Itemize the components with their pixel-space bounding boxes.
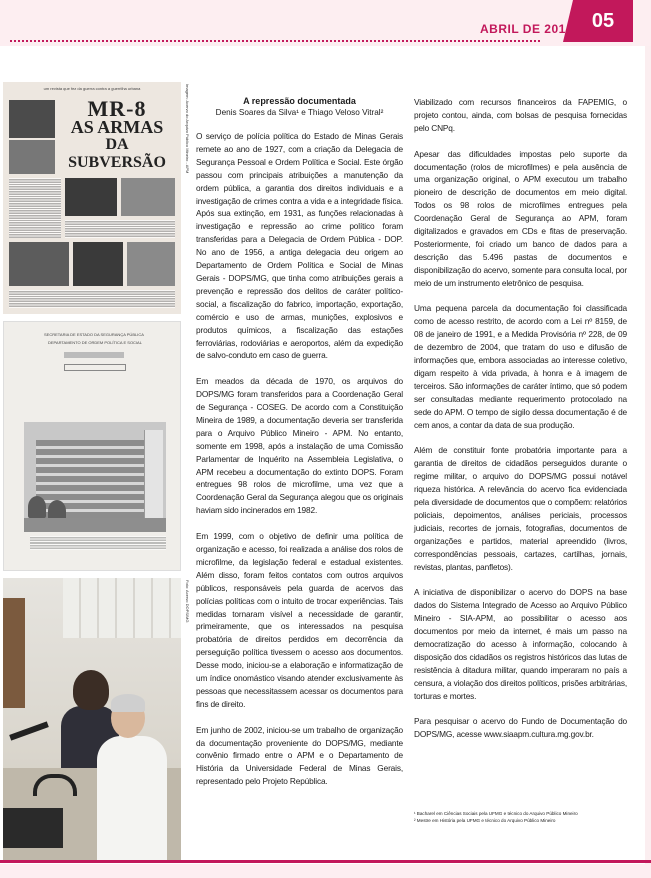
photo-credit-vertical: Imagem: Acervo do Arquivo Público Mineiro - APM: [185, 84, 190, 174]
person-man: [97, 736, 167, 860]
clipping-photo: [73, 242, 123, 286]
paragraph: Para pesquisar o acervo do Fundo de Documentação do DOPS/MG, acesse www.siaapm.cultura.mg.gov.br.: [414, 716, 627, 740]
article-title: A repressão documentada: [243, 96, 356, 106]
paragraph: Apesar das dificuldades impostas pelo suporte da documentação (rolos de microfilmes) e pela ausência de uma organização original, o APM executou um trabalho pioneiro de descrição de documentos em meio digital. Todos os 98 rolos de microfilmes entregues pela Coordenação Geral de Segurança ao APM, foram digitalizados e gravados em CDs e fitas de preservação. Posteriormente, foi criado um banco de dados para a descrição das 5.496 pastas de documentos e disponibilização do acervo, somente para consulta local, por meio de um instrumento eletrônico de pesquisa.: [414, 148, 627, 288]
paragraph: Além de constituir fonte probatória importante para a garantia de direitos de cidadãos perseguidos durante o regime militar, o arquivo do DOPS/MG possui notável riqueza histórica. A relevância do acervo fica evidenciada pela diversidade de documentos que o compõem: relatórios policiais, depoimentos, análises periciais, processos judiciais, recortes de jornais, fotografias, documentos de organizações e partidos, material apreendido (livros, correspondências pessoais, cartazes, cartilhas, jornais, revistas, plantas, panfletos).: [414, 445, 627, 572]
article-authors: Denis Soares da Silva¹ e Thiago Veloso Vitral²: [215, 108, 384, 117]
photo-research-room: [3, 578, 181, 860]
clipping-text: [9, 178, 61, 238]
footnote: ² Mestre em História pela UFMG e técnico do Arquivo Público Mineiro: [414, 818, 556, 823]
paragraph: Em 1999, com o objetivo de definir uma política de organização e acesso, foi realizada a análise dos rolos de microfilme, da legislação federal e estadual existentes. Além disso, foram feitos contatos com outros arquivos públicos, responsáveis pela guarda de acervos das polícias políticas com o intuito de trocar experiências. Tais medidas tornaram visível a necessidade de garantir, primeiramente, que os interessados na pesquisa probatória de direitos perdidos em decorrência da perseguição política tivessem o acesso aos documentos. Desse modo, iniciou-se a elaboração e informatização de um índice onomástico visando atender exclusivamente às pessoas que necessitassem acessar os documentos para fins de direito.: [196, 531, 403, 709]
paragraph: Viabilizado com recursos financeiros da FAPEMIG, o projeto contou, ainda, com bolsas de pesquisa fornecidas pelo CNPq.: [414, 97, 627, 133]
photo-magazine-clipping: [3, 82, 181, 314]
document-stamp: [64, 352, 124, 358]
clipping-photo: [127, 242, 175, 286]
person-man-hair: [111, 694, 145, 712]
document-caption: [30, 536, 166, 550]
room-panel: [63, 578, 181, 638]
footnotes: [414, 810, 629, 824]
paragraph: Uma pequena parcela da documentação foi classificada como de acesso restrito, de acordo com a Lei nº 8159, de 08 de janeiro de 1991, e a Medida Provisória nº 228, de 09 de dezembro de 2004, que tratam do uso e difusão de informações que, embora associadas ao interesse coletivo, digam respeito à vida privada, à honra e à imagem de terceiros. São informações de caráter íntimo, que só podem ser consultadas mediante requerimento protocolado na sede do APM. O tempo de sigilo dessa documentação é de cem anos, a contar da data de sua produção.: [414, 303, 627, 430]
article-column-1: [196, 130, 403, 801]
footnote: ¹ Bacharel em Ciências Sociais pela UFMG e técnico do Arquivo Público Mineiro: [414, 811, 578, 816]
document-letterhead: SECRETARIA DE ESTADO DA SEGURANÇA PÚBLICA: [44, 332, 144, 337]
photo-credit-vertical: Foto: Acervo DOPS/MG: [185, 580, 190, 623]
article-column-2: [414, 96, 627, 754]
clipping-headline: [59, 96, 175, 172]
room-shelf: [3, 598, 25, 708]
issue-date: ABRIL DE 2014: [480, 22, 573, 36]
building-photo-side: [144, 430, 163, 520]
clipping-thumb: [9, 100, 55, 138]
room-monitor: [3, 808, 63, 848]
clipping-headline-line3: DA SUBVERSÃO: [68, 136, 166, 171]
clipping-text: [65, 220, 175, 238]
clipping-top-strip: um revista que fez da guerra contra a guerrilha urbana: [43, 86, 141, 91]
photo-dops-document: [3, 321, 181, 571]
header-dotted-rule: [10, 40, 540, 42]
clipping-text: [9, 290, 175, 308]
headphones-icon: [33, 774, 77, 796]
clipping-photo: [9, 242, 69, 286]
paragraph: Em meados da década de 1970, os arquivos do DOPS/MG foram transferidos para a Coordenação Geral de Segurança - COSEG. De acordo com a Constituição Mineira de 1989, a documentação deveria ser transferida para o Arquivo Público Mineiro - APM. No entanto, somente em 1998, após a instalação de uma Comissão Parlamentar de Inquérito na Assembleia Legislativa, o APM recebeu a documentação do extinto DOPS. Foram entregues 98 rolos de microfilme, uma vez que a Coordenação Geral da Segurança alegou que os originais haviam sido incinerados em 1982.: [196, 376, 403, 516]
page-number: 05: [573, 0, 633, 42]
clipping-photo: [121, 178, 175, 216]
building-photo-ground: [24, 518, 166, 532]
clipping-headline-line2: AS ARMAS: [70, 117, 164, 137]
clipping-photo: [65, 178, 117, 216]
document-subhead: DEPARTAMENTO DE ORDEM POLÍTICA E SOCIAL: [48, 340, 142, 345]
footer-rule: [0, 860, 651, 863]
clipping-thumb: [9, 140, 55, 174]
paragraph: A iniciativa de disponibilizar o acervo do DOPS na base dados do Sistema Integrado de Acesso ao Arquivo Público Mineiro - SIA-APM, ao possibilitar o acesso aos documentos por meio da internet, é mais um passo na democratização do acesso à informação, colocando à disposição dos cidadãos os registros históricos das lutas de resistência à ditadura militar, quando imperaram no país a censura, a violação dos direitos políticos, prisões arbitrárias, torturas e mortes.: [414, 587, 627, 701]
paragraph: O serviço de polícia política do Estado de Minas Gerais remete ao ano de 1927, com a criação da Delegacia de Segurança Pessoal e Ordem Política e Social. Este órgão passou com principais atribuições a manutenção da ordem pública, a garantia dos direitos individuais e a investigação de crimes contra a vida e a integridade física. Após sua extinção, em 1931, as funções relacionadas à investigação e repressão ao crime político foram transferidas para a Delegacia de Ordem Pública - DOP. No ano de 1956, a antiga delegacia deu origem ao Departamento de Ordem Política e Social de Minas Gerais - DOPS/MG, que tinha como atribuições gerais a prevenção e repressão dos delitos de caráter político-social, a fiscalização do fabrico, importação, exportação, comércio e uso de armas, munições, explosivos e produtos químicos, a fiscalização das estações ferroviárias, rodoviárias e aeroportos, além da expedição de salvo-conduto em caso de guerra.: [196, 131, 403, 361]
paragraph: Em junho de 2002, iniciou-se um trabalho de organização da documentação proveniente do DOPS/MG, mediante convênio firmado entre o APM e o Departamento de História da Universidade Federal de Minas Gerais, representado pelo Projeto República.: [196, 724, 403, 787]
person-woman-head: [73, 670, 109, 710]
building-photo-tree: [28, 496, 46, 518]
clipping-headline-line1: MR-8: [87, 96, 147, 121]
document-field: [64, 364, 126, 371]
